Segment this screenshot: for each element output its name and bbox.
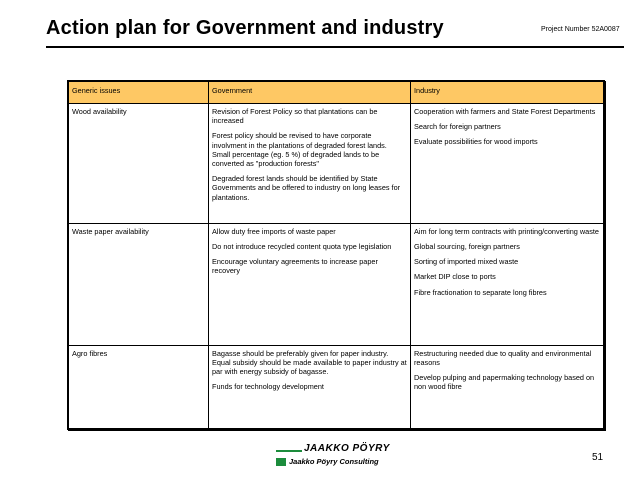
- cell-issue: Wood availability: [69, 104, 209, 224]
- cell-government: [209, 104, 411, 224]
- cell-industry: [411, 104, 604, 224]
- table-row: [69, 345, 604, 428]
- logo-subtitle: Jaakko Pöyry Consulting: [289, 457, 379, 466]
- industry-action: Aim for long term contracts with printing/converting waste: [414, 226, 599, 236]
- action-plan-table-frame: [67, 80, 605, 430]
- header-industry: Industry: [411, 82, 604, 104]
- industry-action: Restructuring needed due to quality and environmental reasons: [414, 348, 592, 367]
- cell-industry: [411, 345, 604, 428]
- government-action: Bagasse should be preferably given for paper industry. Equal subsidy should be made available to paper industry at par with energy subsidy of bagasse.: [212, 348, 407, 377]
- action-plan-table: [68, 81, 604, 429]
- logo-accent-bar: [276, 458, 286, 466]
- title-divider: [46, 46, 624, 48]
- slide-title: Action plan for Government and industry: [46, 17, 444, 39]
- industry-action: Cooperation with farmers and State Forest Departments: [414, 107, 596, 116]
- government-action: Do not introduce recycled content quota type legislation: [212, 241, 392, 251]
- government-action: Revision of Forest Policy so that plantations can be increased: [212, 107, 378, 126]
- header-government: Government: [209, 82, 411, 104]
- government-action: Funds for technology development: [212, 382, 324, 392]
- page-number: 51: [592, 452, 604, 463]
- government-action: Encourage voluntary agreements to increase paper recovery: [212, 257, 378, 276]
- table-header-row: [69, 82, 604, 104]
- industry-action: Evaluate possibilities for wood imports: [414, 137, 538, 147]
- government-action: Degraded forest lands should be identified by State Governments and be offered to industry on long leases for plantations.: [212, 174, 401, 202]
- logo-name: JAAKKO PÖYRY: [304, 443, 390, 454]
- logo-accent-line: [276, 450, 302, 452]
- project-number: Project Number 52A0087: [541, 26, 620, 33]
- industry-action: Global sourcing, foreign partners: [414, 241, 520, 251]
- industry-action: Develop pulping and papermaking technology based on non wood fibre: [414, 373, 595, 392]
- table-row: [69, 104, 604, 224]
- company-logo: [276, 444, 392, 470]
- industry-action: Fibre fractionation to separate long fibres: [414, 287, 547, 297]
- table-row: [69, 223, 604, 345]
- cell-government: [209, 223, 411, 345]
- government-action: Allow duty free imports of waste paper: [212, 226, 336, 236]
- government-action: Forest policy should be revised to have corporate involvment in the plantations of degraded forest lands. Small percentage (eg. 5 %) of degraded lands to be converted as "production forests": [212, 131, 387, 169]
- cell-industry: [411, 223, 604, 345]
- cell-issue: Waste paper availability: [69, 223, 209, 345]
- industry-action: Sorting of imported mixed waste: [414, 257, 519, 267]
- industry-action: Market DIP close to ports: [414, 272, 496, 282]
- industry-action: Search for foreign partners: [414, 122, 501, 132]
- cell-government: [209, 345, 411, 428]
- cell-issue: Agro fibres: [69, 345, 209, 428]
- header-generic-issues: Generic issues: [69, 82, 209, 104]
